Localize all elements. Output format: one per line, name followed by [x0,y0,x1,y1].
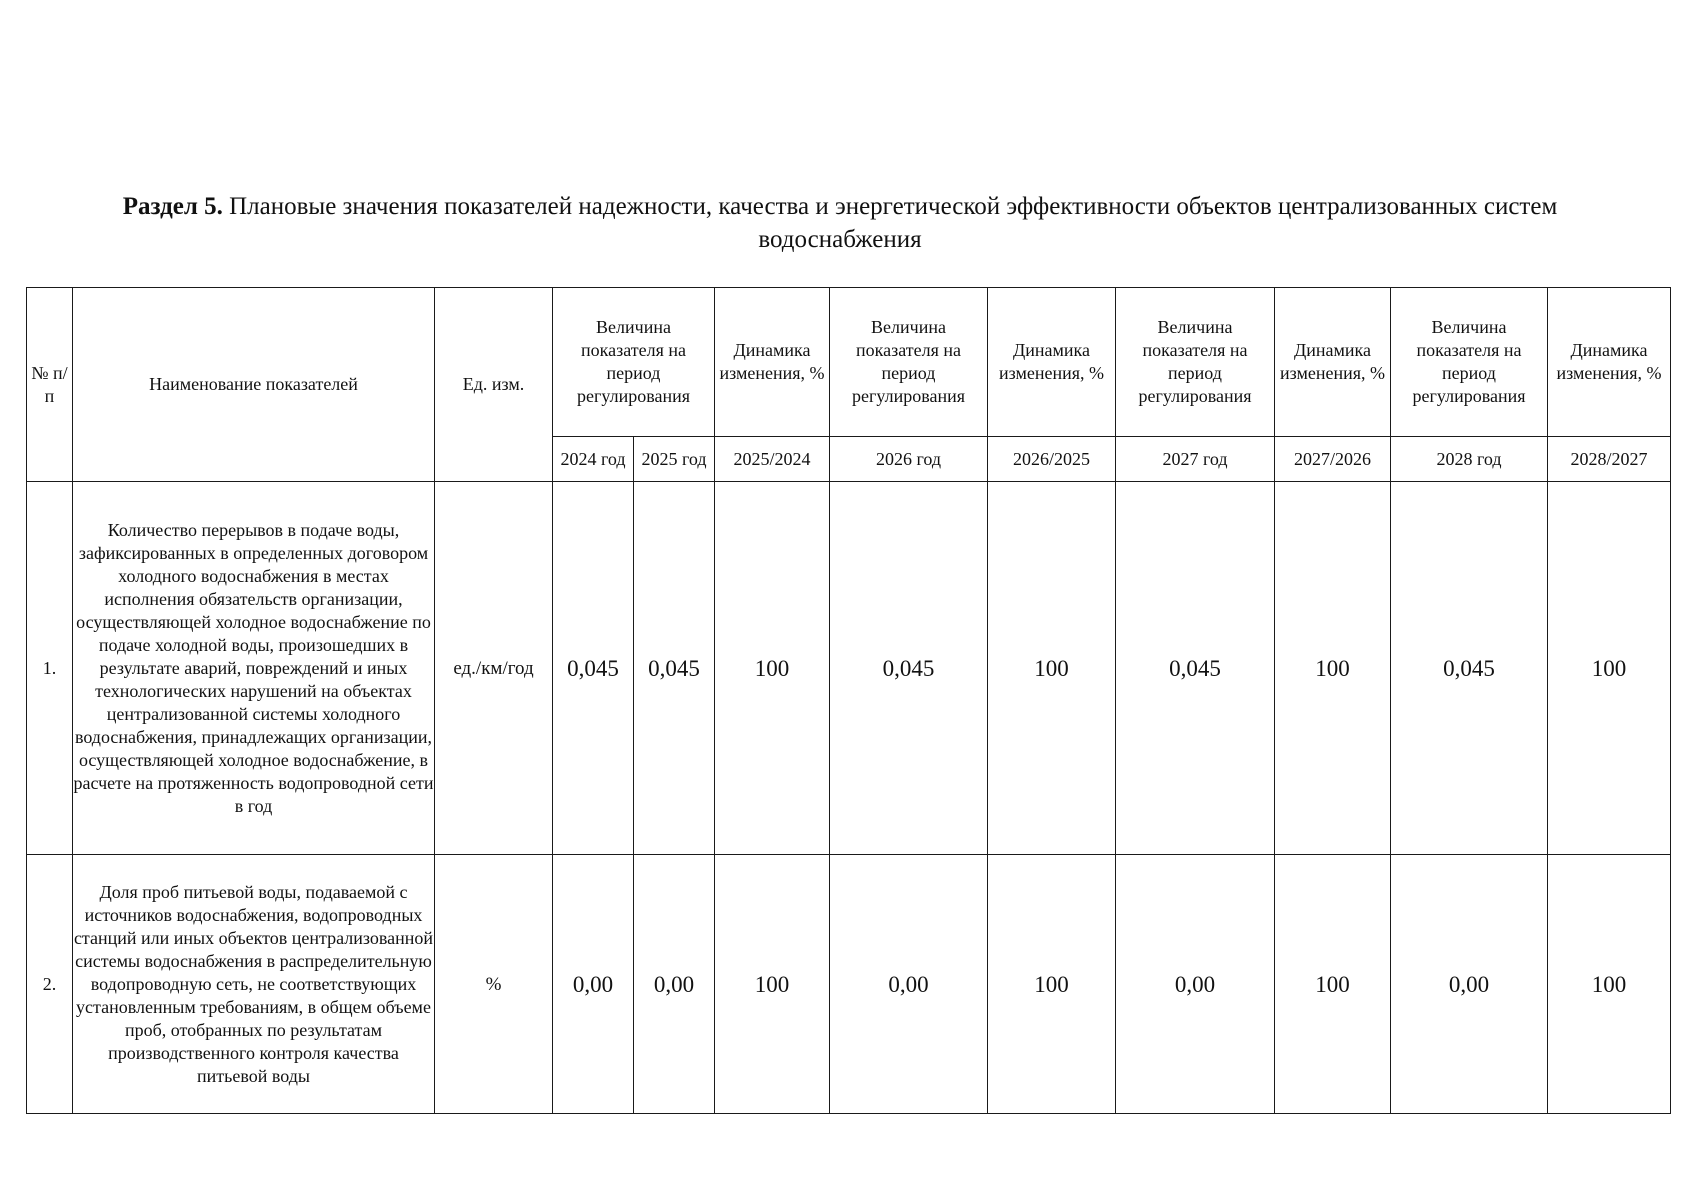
subheader-2028: 2028 год [1391,437,1548,482]
subheader-2026: 2026 год [830,437,988,482]
header-dynamics-2027: Динамика изменения, % [1275,288,1391,437]
dynamics-2026-2025: 100 [988,855,1116,1114]
header-value-period-2026: Величина показателя на период регулирования [830,288,988,437]
row-number: 1. [27,482,73,855]
dynamics-2028-2027: 100 [1548,855,1671,1114]
header-value-period-2024-2025: Величина показателя на период регулирования [553,288,715,437]
header-num: № п/п [27,288,73,482]
value-2025: 0,045 [634,482,715,855]
dynamics-2026-2025: 100 [988,482,1116,855]
table-row [27,855,1671,1114]
subheader-2026-2025: 2026/2025 [988,437,1116,482]
header-unit: Ед. изм. [435,288,553,482]
subheader-2025: 2025 год [634,437,715,482]
subheader-2024: 2024 год [553,437,634,482]
header-name: Наименование показателей [73,288,435,482]
row-number: 2. [27,855,73,1114]
section-label: Раздел 5. [122,193,223,220]
indicators-table [26,287,1671,1114]
dynamics-2025-2024: 100 [715,855,830,1114]
value-2024: 0,00 [553,855,634,1114]
header-value-period-2027: Величина показателя на период регулирования [1116,288,1275,437]
section-title-text: Плановые значения показателей надежности, качества и энергетической эффективности объектов централизованных систем водоснабжения [229,193,1558,253]
indicator-name: Количество перерывов в подаче воды, зафиксированных в определенных договором холодного водоснабжения в местах исполнения обязательств организации, осуществляющей холодное водоснабжение по подаче холодной воды, произошедших в результате аварий, повреждений и иных технологических нарушений на объектах централизованной системы холодного водоснабжения, принадлежащих организации, осуществляющей холодное водоснабжение, в расчете на протяженность водопроводной сети в год [73,482,435,855]
dynamics-2027-2026: 100 [1275,482,1391,855]
header-dynamics-2026: Динамика изменения, % [988,288,1116,437]
dynamics-2028-2027: 100 [1548,482,1671,855]
value-2027: 0,045 [1116,482,1275,855]
value-2024: 0,045 [553,482,634,855]
subheader-2028-2027: 2028/2027 [1548,437,1671,482]
value-2026: 0,045 [830,482,988,855]
table-header-row [27,288,1671,437]
table-row [27,482,1671,855]
value-2028: 0,045 [1391,482,1548,855]
header-dynamics-2025: Динамика изменения, % [715,288,830,437]
subheader-2025-2024: 2025/2024 [715,437,830,482]
header-value-period-2028: Величина показателя на период регулирования [1391,288,1548,437]
subheader-2027-2026: 2027/2026 [1275,437,1391,482]
indicator-name: Доля проб питьевой воды, подаваемой с источников водоснабжения, водопроводных станций или иных объектов централизованной системы водоснабжения в распределительную водопроводную сеть, не соответствующих установленным требованиям, в общем объеме проб, отобранных по результатам производственного контроля качества питьевой воды [73,855,435,1114]
indicator-unit: % [435,855,553,1114]
dynamics-2027-2026: 100 [1275,855,1391,1114]
value-2025: 0,00 [634,855,715,1114]
value-2026: 0,00 [830,855,988,1114]
subheader-2027: 2027 год [1116,437,1275,482]
value-2027: 0,00 [1116,855,1275,1114]
value-2028: 0,00 [1391,855,1548,1114]
page-title [60,190,1620,256]
indicator-unit: ед./км/год [435,482,553,855]
header-dynamics-2028: Динамика изменения, % [1548,288,1671,437]
dynamics-2025-2024: 100 [715,482,830,855]
